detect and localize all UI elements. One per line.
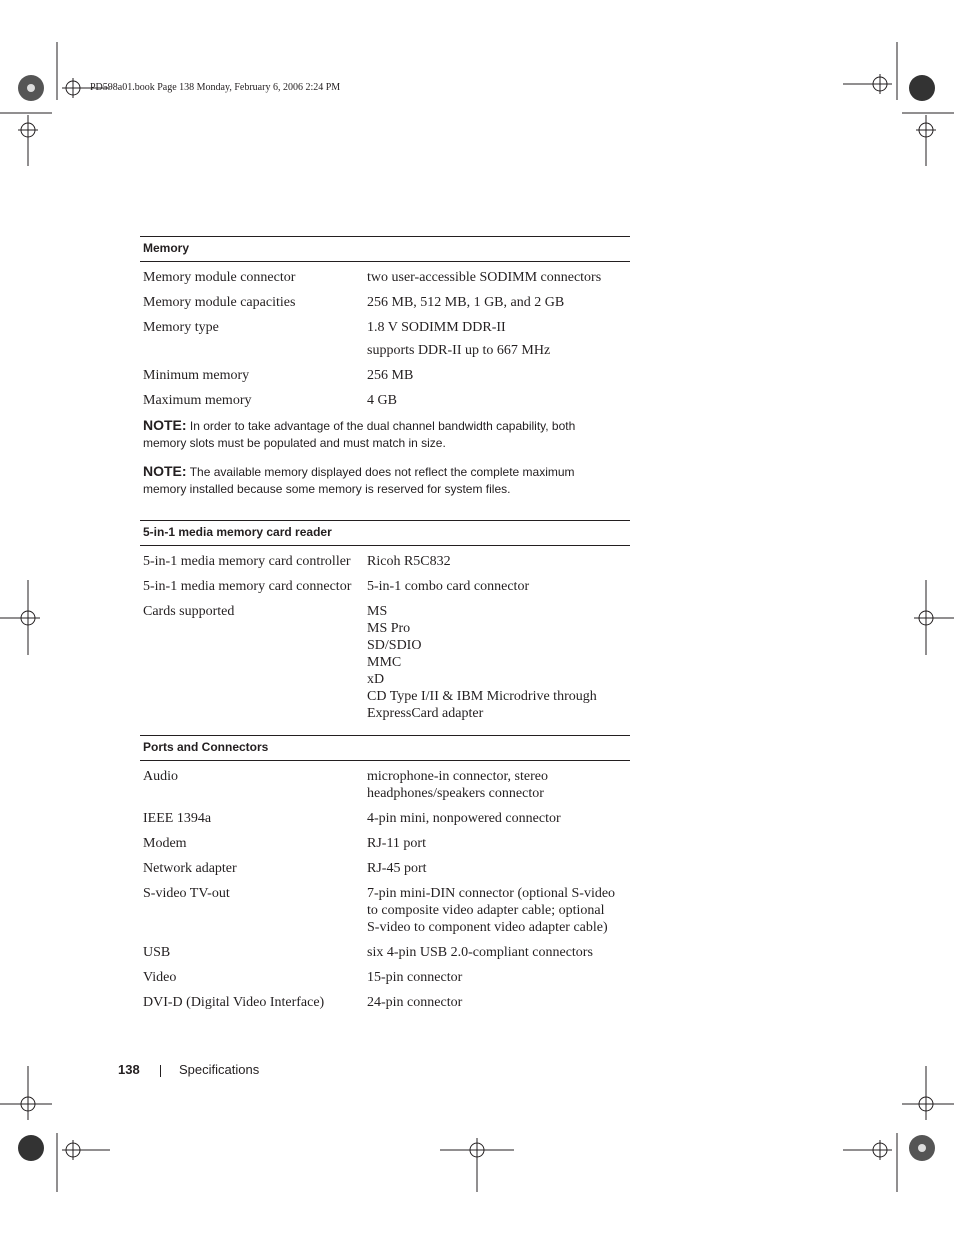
spec-value-line: 256 MB <box>367 368 414 383</box>
spec-row <box>140 882 630 941</box>
spec-value-line: two user-accessible SODIMM connectors <box>367 270 602 285</box>
spec-label: Memory type <box>143 320 219 335</box>
spec-value <box>367 885 630 936</box>
spec-value <box>367 553 630 570</box>
spec-label: Modem <box>143 836 187 851</box>
spec-label: DVI-D (Digital Video Interface) <box>143 995 325 1010</box>
spec-value <box>367 578 630 595</box>
card-reader-section <box>140 520 630 727</box>
spec-label: Memory module connector <box>143 270 296 285</box>
spec-value-line: 7-pin mini-DIN connector (optional S-video <box>367 886 616 901</box>
spec-label: Network adapter <box>143 861 237 876</box>
spec-row <box>140 389 630 414</box>
book-file-header: PD598a01.book Page 138 Monday, February 6, 2006 2:24 PM <box>90 82 341 93</box>
note <box>140 460 616 502</box>
spec-value-line: 1.8 V SODIMM DDR-II <box>367 320 506 335</box>
note-text: In order to take advantage of the dual channel bandwidth capability, both memory slots must be populated and must match in size. <box>143 419 576 450</box>
spec-value <box>367 294 630 311</box>
spec-value-line: 24-pin connector <box>367 995 463 1010</box>
spec-value-line: S-video to component video adapter cable) <box>367 920 608 935</box>
spec-value-line: MS Pro <box>367 621 411 636</box>
spec-label: USB <box>143 945 171 960</box>
spec-value-line: ExpressCard adapter <box>367 706 484 721</box>
spec-value-line: RJ-11 port <box>367 836 426 851</box>
spec-value-line: 5-in-1 combo card connector <box>367 579 530 594</box>
spec-row <box>140 991 630 1016</box>
card-reader-rows <box>140 546 630 727</box>
spec-row <box>140 364 630 389</box>
spec-value <box>367 367 630 384</box>
spec-row <box>140 600 630 727</box>
spec-value <box>367 835 630 852</box>
spec-value-line: xD <box>367 672 385 687</box>
spec-label: Memory module capacities <box>143 295 296 310</box>
spec-value-line: SD/SDIO <box>367 638 422 653</box>
spec-row <box>140 966 630 991</box>
spec-value <box>367 944 630 961</box>
memory-section-title: Memory <box>140 236 630 262</box>
spec-value-line: RJ-45 port <box>367 861 427 876</box>
spec-value-line: CD Type I/II & IBM Microdrive through <box>367 689 597 704</box>
spec-value <box>367 860 630 877</box>
spec-row <box>140 765 630 807</box>
spec-value <box>367 994 630 1011</box>
spec-row <box>140 941 630 966</box>
spec-value-line: 15-pin connector <box>367 970 463 985</box>
spec-value <box>367 319 630 359</box>
note <box>140 414 616 456</box>
memory-section <box>140 236 630 502</box>
spec-value-line: to composite video adapter cable; optional <box>367 903 605 918</box>
spec-label: Video <box>143 970 177 985</box>
spec-row <box>140 575 630 600</box>
spec-value <box>367 768 630 802</box>
spec-label: Audio <box>143 769 178 784</box>
note-label: NOTE: <box>143 463 187 479</box>
footer-divider <box>160 1065 161 1077</box>
spec-value-line: MS <box>367 604 388 619</box>
spec-label: Minimum memory <box>143 368 250 383</box>
spec-value-line: 4 GB <box>367 393 397 408</box>
spec-value-line: microphone-in connector, stereo <box>367 769 548 784</box>
spec-value <box>367 269 630 286</box>
ports-rows <box>140 761 630 1016</box>
spec-row <box>140 832 630 857</box>
spec-value-line: 4-pin mini, nonpowered connector <box>367 811 561 826</box>
spec-row <box>140 857 630 882</box>
footer-section-name: Specifications <box>179 1062 260 1077</box>
spec-label: IEEE 1394a <box>143 811 212 826</box>
memory-rows <box>140 262 630 414</box>
spec-value-line: six 4-pin USB 2.0-compliant connectors <box>367 945 593 960</box>
spec-value <box>367 810 630 827</box>
note-text: The available memory displayed does not reflect the complete maximum memory installed because some memory is reserved for system files. <box>143 465 575 496</box>
memory-notes <box>140 414 630 502</box>
spec-label: 5-in-1 media memory card connector <box>143 579 352 594</box>
spec-value <box>367 603 630 722</box>
spec-row <box>140 291 630 316</box>
ports-section-title: Ports and Connectors <box>140 735 630 761</box>
ports-section <box>140 735 630 1016</box>
note-label: NOTE: <box>143 417 187 433</box>
spec-label: Cards supported <box>143 604 235 619</box>
spec-label: Maximum memory <box>143 393 252 408</box>
spec-row <box>140 266 630 291</box>
spec-label: 5-in-1 media memory card controller <box>143 554 351 569</box>
spec-value <box>367 392 630 409</box>
spec-value-line: 256 MB, 512 MB, 1 GB, and 2 GB <box>367 295 565 310</box>
spec-label: S-video TV-out <box>143 886 230 901</box>
card-reader-section-title: 5-in-1 media memory card reader <box>140 520 630 546</box>
spec-value-line: supports DDR-II up to 667 MHz <box>367 343 551 358</box>
spec-value-line: MMC <box>367 655 402 670</box>
spec-value-line: headphones/speakers connector <box>367 786 544 801</box>
spec-value-line: Ricoh R5C832 <box>367 554 451 569</box>
spec-value <box>367 969 630 986</box>
spec-row <box>140 316 630 364</box>
spec-row <box>140 550 630 575</box>
spec-row <box>140 807 630 832</box>
page-number: 138 <box>118 1062 140 1077</box>
